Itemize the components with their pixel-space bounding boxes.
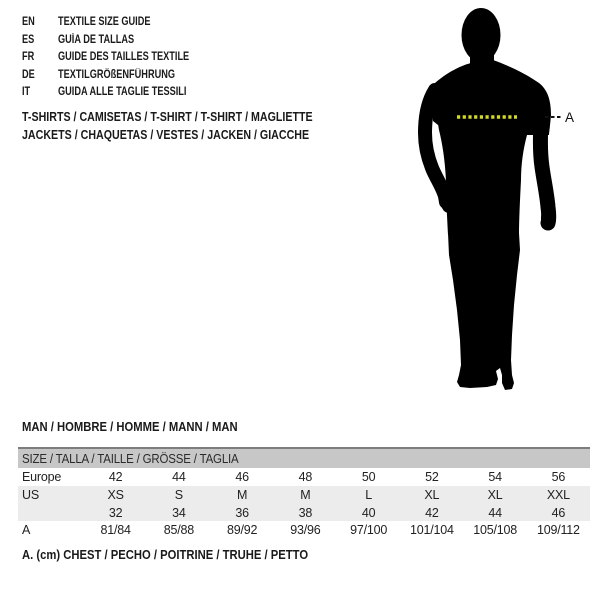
language-label: TEXTILE SIZE GUIDE xyxy=(58,16,151,28)
table-cell: 38 xyxy=(274,504,337,521)
table-cell: 85/88 xyxy=(163,523,195,537)
row-label: US xyxy=(18,486,84,504)
table-cell: 105/108 xyxy=(473,523,518,537)
table-cell: 42 xyxy=(108,470,123,484)
man-silhouette xyxy=(415,5,585,395)
silhouette-right-arm xyxy=(532,89,549,223)
table-cell: XS xyxy=(84,486,147,504)
language-label: GUIDA ALLE TAGLIE TESSILI xyxy=(58,86,187,98)
table-cell: XL xyxy=(400,486,463,504)
table-row-us xyxy=(18,486,590,504)
table-cell: 36 xyxy=(211,504,274,521)
table-cell: 56 xyxy=(551,470,566,484)
table-cell: 44 xyxy=(172,470,186,484)
table-cell: 32 xyxy=(84,504,147,521)
man-figure xyxy=(415,5,585,395)
measure-label-a: A xyxy=(565,110,575,125)
table-cell: 89/92 xyxy=(226,523,258,537)
size-table-header-row xyxy=(18,448,590,468)
table-cell: 93/96 xyxy=(290,523,321,537)
table-cell: 42 xyxy=(400,504,463,521)
table-row-chest-a xyxy=(18,521,590,539)
row-label xyxy=(18,504,84,521)
table-cell: 50 xyxy=(361,470,376,484)
language-label: GUIDE DES TAILLES TEXTILE xyxy=(58,51,190,63)
table-cell: 97/100 xyxy=(350,523,388,537)
language-label: GUÍA DE TALLAS xyxy=(58,33,135,46)
table-row-europe xyxy=(18,468,590,486)
table-cell: 34 xyxy=(147,504,210,521)
size-table xyxy=(18,447,590,539)
table-cell: 101/104 xyxy=(409,523,454,537)
table-cell: 109/112 xyxy=(536,523,580,537)
table-cell: 44 xyxy=(464,504,527,521)
table-cell: 81/84 xyxy=(100,523,131,537)
language-code: EN xyxy=(22,16,35,28)
table-cell: 52 xyxy=(425,470,439,484)
category-list xyxy=(22,108,376,143)
size-table-header-cell xyxy=(18,448,590,468)
category-tshirts: T-SHIRTS / CAMISETAS / T-SHIRT / T-SHIRT / MAGLIETTE xyxy=(22,109,313,124)
table-cell: 54 xyxy=(488,470,502,484)
table-cell: L xyxy=(337,486,400,504)
section-title: MAN / HOMBRE / HOMME / MANN / MAN xyxy=(22,420,238,434)
language-code: DE xyxy=(22,68,35,81)
table-cell: 46 xyxy=(235,470,249,484)
row-label: Europe xyxy=(22,470,62,484)
table-cell: XL xyxy=(464,486,527,504)
measurement-footnote: A. (cm) CHEST / PECHO / POITRINE / TRUHE / PETTO xyxy=(22,548,309,562)
table-cell: 40 xyxy=(337,504,400,521)
table-cell: 46 xyxy=(527,504,590,521)
table-row-us-numeric xyxy=(18,504,590,521)
table-cell: M xyxy=(211,486,274,504)
row-label: A xyxy=(22,523,31,537)
language-code: FR xyxy=(22,51,35,63)
language-code: ES xyxy=(22,33,35,46)
table-cell: 48 xyxy=(298,470,313,484)
category-jackets: JACKETS / CHAQUETAS / VESTES / JACKEN / GIACCHE xyxy=(22,126,310,142)
language-label: TEXTILGRÖßENFÜHRUNG xyxy=(58,68,176,81)
language-code: IT xyxy=(22,86,31,98)
table-cell: XXL xyxy=(527,486,590,504)
table-cell: M xyxy=(274,486,337,504)
size-table-header: SIZE / TALLA / TAILLE / GRÖSSE / TAGLIA xyxy=(22,451,239,466)
silhouette-legs xyxy=(448,233,520,390)
table-cell: S xyxy=(147,486,210,504)
